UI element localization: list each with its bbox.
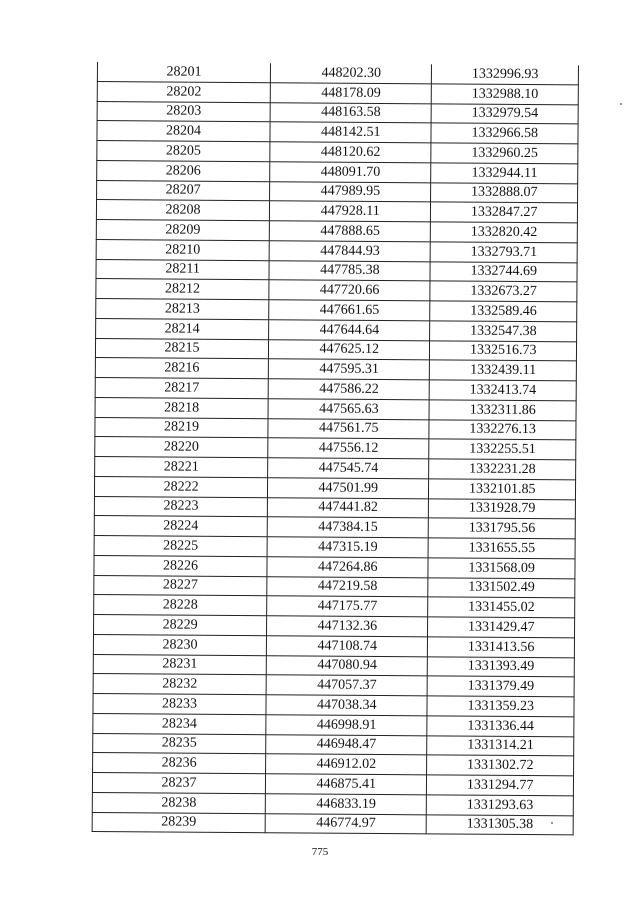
point-id-cell: 28215 [95, 338, 268, 359]
table-row [94, 555, 575, 578]
y-coordinate-cell: 1331502.49 [428, 577, 575, 598]
point-id-cell: 28239 [92, 812, 265, 833]
y-coordinate-cell: 1331795.56 [429, 518, 576, 539]
point-id-cell: 28217 [95, 377, 268, 398]
y-coordinate-cell: 1331455.02 [428, 597, 575, 618]
x-coordinate-cell: 447928.11 [270, 201, 431, 222]
table-row [93, 713, 574, 736]
point-id-cell: 28206 [97, 160, 270, 181]
table-row [92, 812, 573, 835]
table-row [96, 219, 577, 242]
x-coordinate-cell: 447661.65 [269, 300, 430, 321]
table-row [97, 62, 578, 85]
x-coordinate-cell: 447132.36 [267, 616, 428, 637]
table-row [94, 535, 575, 558]
y-coordinate-cell: 1331305.38 [427, 814, 574, 835]
x-coordinate-cell: 447844.93 [269, 240, 430, 261]
point-id-cell: 28216 [95, 358, 268, 379]
table-row [95, 456, 576, 479]
x-coordinate-cell: 448091.70 [270, 161, 431, 182]
table-row [93, 634, 574, 657]
y-coordinate-cell: 1332988.10 [432, 84, 579, 105]
x-coordinate-cell: 448202.30 [270, 63, 431, 83]
x-coordinate-cell: 447644.64 [269, 319, 430, 340]
x-coordinate-cell: 447785.38 [269, 260, 430, 281]
table-row [96, 200, 577, 223]
y-coordinate-cell: 1331928.79 [429, 498, 576, 519]
point-id-cell: 28224 [94, 516, 267, 537]
y-coordinate-cell: 1332793.71 [431, 242, 578, 263]
table-row [93, 674, 574, 697]
x-coordinate-cell: 447441.82 [267, 497, 428, 518]
x-coordinate-cell: 447219.58 [267, 576, 428, 597]
table-row [97, 121, 578, 144]
x-coordinate-cell: 447501.99 [268, 477, 429, 498]
point-id-cell: 28235 [93, 733, 266, 754]
y-coordinate-cell: 1331429.47 [428, 617, 575, 638]
point-id-cell: 28210 [96, 239, 269, 260]
y-coordinate-cell: 1332847.27 [431, 202, 578, 223]
scan-speck [551, 822, 553, 824]
point-id-cell: 28209 [96, 219, 269, 240]
table-row [94, 575, 575, 598]
point-id-cell: 28230 [93, 634, 266, 655]
point-id-cell: 28225 [94, 535, 267, 556]
table-row [95, 338, 576, 361]
x-coordinate-cell: 447565.63 [268, 398, 429, 419]
x-coordinate-cell: 447038.34 [266, 695, 427, 716]
point-id-cell: 28229 [94, 614, 267, 635]
point-id-cell: 28208 [96, 200, 269, 221]
y-coordinate-cell: 1331294.77 [427, 775, 574, 796]
x-coordinate-cell: 447595.31 [268, 359, 429, 380]
x-coordinate-cell: 446875.41 [266, 774, 427, 795]
point-id-cell: 28212 [96, 279, 269, 300]
y-coordinate-cell: 1332888.07 [431, 182, 578, 203]
x-coordinate-cell: 447384.15 [267, 517, 428, 538]
point-id-cell: 28211 [96, 259, 269, 280]
y-coordinate-cell: 1332311.86 [429, 400, 576, 421]
y-coordinate-cell: 1332439.11 [430, 360, 577, 381]
table-row [95, 397, 576, 420]
point-id-cell: 28213 [96, 298, 269, 319]
point-id-cell: 28238 [92, 792, 265, 813]
point-id-cell: 28220 [95, 437, 268, 458]
x-coordinate-cell: 447080.94 [266, 655, 427, 676]
coordinate-table [92, 62, 579, 836]
x-coordinate-cell: 448163.58 [270, 102, 431, 123]
y-coordinate-cell: 1331336.44 [427, 716, 574, 737]
y-coordinate-cell: 1332547.38 [430, 321, 577, 342]
x-coordinate-cell: 447625.12 [269, 339, 430, 360]
y-coordinate-cell: 1332996.93 [432, 64, 579, 84]
point-id-cell: 28218 [95, 397, 268, 418]
y-coordinate-cell: 1331568.09 [428, 558, 575, 579]
table-row [94, 516, 575, 539]
point-id-cell: 28231 [93, 654, 266, 675]
point-id-cell: 28214 [96, 318, 269, 339]
table-row [95, 417, 576, 440]
table-row [94, 476, 575, 499]
point-id-cell: 28204 [97, 121, 270, 142]
table-row [96, 259, 577, 282]
point-id-cell: 28203 [97, 101, 270, 122]
page-number: 775 [311, 846, 329, 858]
table-row [97, 101, 578, 124]
table-row [97, 141, 578, 164]
point-id-cell: 28223 [94, 496, 267, 517]
table-row [94, 496, 575, 519]
y-coordinate-cell: 1332960.25 [431, 143, 578, 164]
table-row [92, 772, 573, 795]
y-coordinate-cell: 1332589.46 [430, 301, 577, 322]
x-coordinate-cell: 448120.62 [270, 142, 431, 163]
coordinate-table-body [92, 62, 578, 835]
point-id-cell: 28226 [94, 555, 267, 576]
table-row [92, 792, 573, 815]
table-row [95, 358, 576, 381]
point-id-cell: 28232 [93, 674, 266, 695]
y-coordinate-cell: 1332101.85 [429, 479, 576, 500]
y-coordinate-cell: 1331359.23 [427, 696, 574, 717]
x-coordinate-cell: 448142.51 [270, 122, 431, 143]
point-id-cell: 28202 [97, 81, 270, 102]
x-coordinate-cell: 447315.19 [267, 537, 428, 558]
x-coordinate-cell: 446833.19 [265, 793, 426, 814]
point-id-cell: 28207 [97, 180, 270, 201]
table-row [97, 160, 578, 183]
point-id-cell: 28236 [93, 753, 266, 774]
point-id-cell: 28205 [97, 141, 270, 162]
x-coordinate-cell: 447561.75 [268, 418, 429, 439]
x-coordinate-cell: 447545.74 [268, 458, 429, 479]
point-id-cell: 28233 [93, 693, 266, 714]
y-coordinate-cell: 1332516.73 [430, 340, 577, 361]
x-coordinate-cell: 447175.77 [267, 596, 428, 617]
y-coordinate-cell: 1332820.42 [431, 222, 578, 243]
table-row [97, 180, 578, 203]
y-coordinate-cell: 1331393.49 [428, 656, 575, 677]
y-coordinate-cell: 1332255.51 [429, 439, 576, 460]
x-coordinate-cell: 447989.95 [270, 181, 431, 202]
point-id-cell: 28222 [94, 476, 267, 497]
table-row [97, 81, 578, 104]
x-coordinate-cell: 447264.86 [267, 556, 428, 577]
point-id-cell: 28219 [95, 417, 268, 438]
x-coordinate-cell: 447586.22 [268, 379, 429, 400]
point-id-cell: 28234 [93, 713, 266, 734]
y-coordinate-cell: 1332673.27 [430, 281, 577, 302]
x-coordinate-cell: 447556.12 [268, 438, 429, 459]
point-id-cell: 28201 [97, 62, 270, 82]
table-row [96, 239, 577, 262]
table-row [96, 279, 577, 302]
point-id-cell: 28228 [94, 595, 267, 616]
table-row [93, 693, 574, 716]
y-coordinate-cell: 1331379.49 [428, 676, 575, 697]
x-coordinate-cell: 446998.91 [266, 714, 427, 735]
y-coordinate-cell: 1332979.54 [432, 103, 579, 124]
y-coordinate-cell: 1332966.58 [431, 123, 578, 144]
y-coordinate-cell: 1332944.11 [431, 163, 578, 184]
point-id-cell: 28237 [92, 772, 265, 793]
y-coordinate-cell: 1332276.13 [429, 419, 576, 440]
y-coordinate-cell: 1332231.28 [429, 459, 576, 480]
x-coordinate-cell: 447720.66 [269, 280, 430, 301]
point-id-cell: 28221 [95, 456, 268, 477]
table-row [93, 753, 574, 776]
table-row [95, 377, 576, 400]
table-row [93, 654, 574, 677]
x-coordinate-cell: 447888.65 [269, 221, 430, 242]
x-coordinate-cell: 447108.74 [266, 635, 427, 656]
y-coordinate-cell: 1331655.55 [429, 538, 576, 559]
scan-speck [620, 103, 622, 105]
y-coordinate-cell: 1331293.63 [427, 795, 574, 816]
table-row [94, 614, 575, 637]
y-coordinate-cell: 1332744.69 [430, 261, 577, 282]
table-row [93, 733, 574, 756]
point-id-cell: 28227 [94, 575, 267, 596]
table-row [96, 298, 577, 321]
table-row [94, 595, 575, 618]
y-coordinate-cell: 1331413.56 [428, 637, 575, 658]
x-coordinate-cell: 446948.47 [266, 734, 427, 755]
y-coordinate-cell: 1332413.74 [430, 380, 577, 401]
table-row [95, 437, 576, 460]
x-coordinate-cell: 448178.09 [270, 82, 431, 103]
x-coordinate-cell: 447057.37 [266, 675, 427, 696]
x-coordinate-cell: 446774.97 [265, 813, 426, 834]
x-coordinate-cell: 446912.02 [266, 754, 427, 775]
y-coordinate-cell: 1331302.72 [427, 755, 574, 776]
y-coordinate-cell: 1331314.21 [427, 735, 574, 756]
table-row [96, 318, 577, 341]
